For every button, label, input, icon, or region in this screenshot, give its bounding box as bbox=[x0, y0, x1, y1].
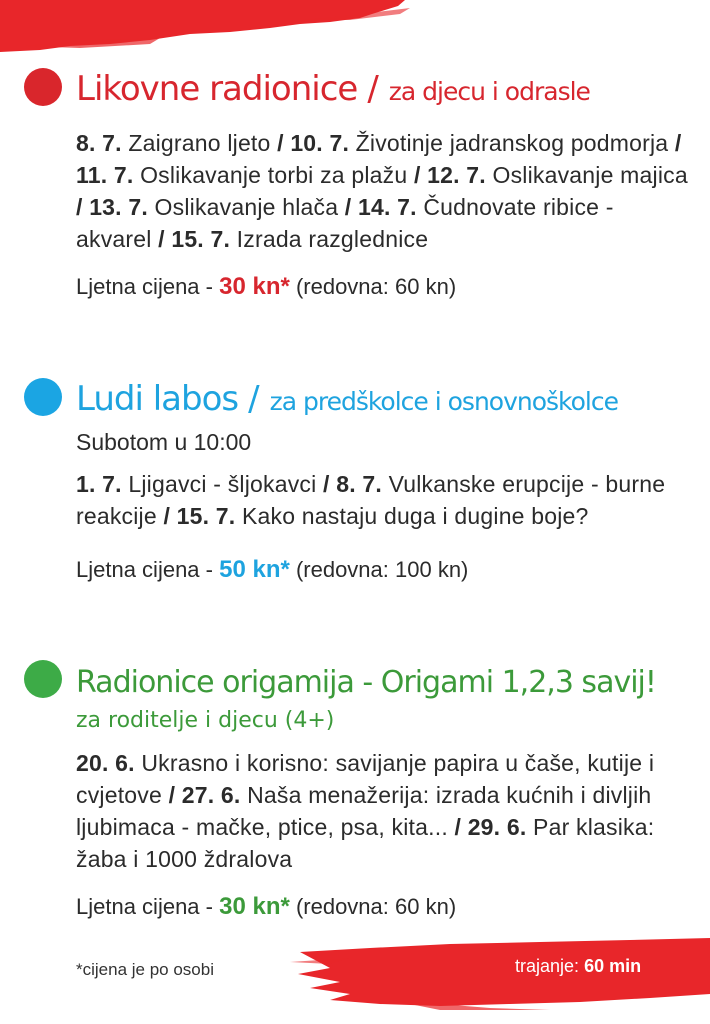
price-line bbox=[24, 893, 694, 921]
price-line bbox=[24, 556, 694, 584]
item-text: Par klasika: žaba i 1000 ždralova bbox=[76, 814, 655, 872]
section-heading bbox=[24, 62, 694, 109]
duration-value: 60 min bbox=[584, 956, 642, 976]
price-value: 30 kn* bbox=[219, 273, 290, 300]
section-origami bbox=[24, 654, 694, 921]
section-heading bbox=[24, 654, 694, 700]
item-text: Životinje jadranskog podmorja bbox=[355, 130, 669, 156]
price-label: Ljetna cijena - bbox=[76, 894, 213, 919]
item-text: Oslikavanje majica bbox=[492, 162, 688, 188]
price-value: 30 kn* bbox=[219, 893, 290, 920]
item-text: Zaigrano ljeto bbox=[128, 130, 271, 156]
red-dot-icon bbox=[24, 68, 62, 106]
workshop-list: 1. 7. Ljigavci - šljokavci / 8. 7. Vulkanske erupcije - burne reakcije / 15. 7. Kako nastaju duga i dugine boje? bbox=[76, 471, 666, 529]
duration-label bbox=[515, 956, 641, 977]
item-date: 27. 6. bbox=[181, 782, 241, 808]
section-heading bbox=[24, 372, 694, 419]
item-text: Ljigavci - šljokavci bbox=[128, 471, 317, 497]
section-title: Radionice origamija - Origami 1,2,3 savij! bbox=[76, 665, 656, 700]
item-text: Vulkanske erupcije - burne reakcije bbox=[76, 471, 666, 529]
item-date: 13. 7. bbox=[89, 194, 148, 220]
section-title: Likovne radionice bbox=[76, 69, 358, 109]
item-text: Ukrasno i korisno: savijanje papira u čaše, kutije i cvjetove bbox=[76, 750, 655, 808]
price-label: Ljetna cijena - bbox=[76, 557, 213, 582]
title-separator: / bbox=[367, 69, 379, 109]
item-date: 15. 7. bbox=[176, 503, 236, 529]
schedule: Subotom u 10:00 bbox=[76, 429, 252, 455]
item-date: 15. 7. bbox=[171, 226, 231, 252]
footnote: *cijena je po osobi bbox=[76, 960, 214, 979]
item-text: Naša menažerija: izrada kućnih i divljih ljubimaca - mačke, ptice, psa, kita... bbox=[76, 782, 652, 840]
item-date: 14. 7. bbox=[357, 194, 417, 220]
item-text: Izrada razglednice bbox=[236, 226, 429, 252]
title-separator: / bbox=[248, 379, 260, 419]
item-date: 20. 6. bbox=[76, 750, 135, 776]
section-likovne-radionice bbox=[24, 62, 694, 301]
item-date: 8. 7. bbox=[336, 471, 382, 497]
workshop-list: 8. 7. Zaigrano ljeto / 10. 7. Životinje jadranskog podmorja / 11. 7. Oslikavanje torbi za plažu / 12. 7. Oslikavanje majica / 13. 7. Oslikavanje hlača / 14. 7. Čudnovate ribice - akvarel / 15. 7. Izrada razglednice bbox=[76, 130, 688, 252]
regular-price: (redovna: 60 kn) bbox=[295, 894, 457, 919]
regular-price: (redovna: 100 kn) bbox=[295, 557, 469, 582]
item-date: 1. 7. bbox=[76, 471, 122, 497]
item-text: Kako nastaju duga i dugine boje? bbox=[241, 503, 589, 529]
duration-label-text: trajanje: bbox=[515, 956, 580, 976]
item-text: Oslikavanje hlača bbox=[154, 194, 339, 220]
bottom-brush-stroke bbox=[290, 938, 710, 1010]
item-text: Čudnovate ribice - akvarel bbox=[76, 194, 614, 252]
section-subtitle: za predškolce i osnovnoškolce bbox=[269, 387, 619, 416]
workshop-list: 20. 6. Ukrasno i korisno: savijanje papira u čaše, kutije i cvjetove / 27. 6. Naša menažerija: izrada kućnih i divljih ljubimaca - mačke, ptice, psa, kita... / 29. 6. Par klasika: žaba i 1000 ždralova bbox=[76, 750, 655, 872]
item-text: Oslikavanje torbi za plažu bbox=[140, 162, 408, 188]
regular-price: (redovna: 60 kn) bbox=[295, 274, 457, 299]
section-subtitle: za djecu i odrasle bbox=[388, 77, 590, 106]
section-ludi-labos bbox=[24, 372, 694, 584]
top-brush-stroke bbox=[0, 0, 420, 60]
price-label: Ljetna cijena - bbox=[76, 274, 213, 299]
item-date: 12. 7. bbox=[427, 162, 486, 188]
item-date: 8. 7. bbox=[76, 130, 122, 156]
item-date: 11. 7. bbox=[76, 162, 134, 188]
green-dot-icon bbox=[24, 660, 62, 698]
blue-dot-icon bbox=[24, 378, 62, 416]
item-date: 10. 7. bbox=[290, 130, 350, 156]
section-title: Ludi labos bbox=[76, 379, 239, 419]
price-line bbox=[24, 273, 694, 301]
section-subtitle: za roditelje i djecu (4+) bbox=[76, 708, 335, 733]
price-value: 50 kn* bbox=[219, 556, 290, 583]
item-date: 29. 6. bbox=[467, 814, 527, 840]
